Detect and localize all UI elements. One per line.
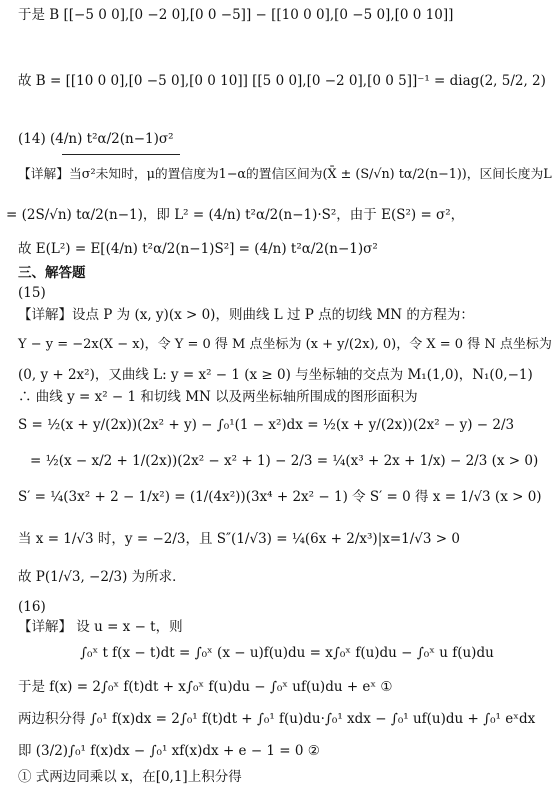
line: ∫₀ˣ t f(x − t)dt = ∫₀ˣ (x − u)f(u)du = x∫₀ˣ f(u)du − ∫₀ˣ u f(u)du [80, 645, 494, 661]
line: 故 B = [[10 0 0],[0 −5 0],[0 0 10]] [[5 0 0],[0 −2 0],[0 0 5]]⁻¹ = diag(2, 5/2, 2) [18, 73, 546, 89]
line: 故 E(L²) = E[(4/n) t²α/2(n−1)S²] = (4/n) t²α/2(n−1)σ² [18, 241, 378, 257]
line: 于是 B [[−5 0 0],[0 −2 0],[0 0 −5]] − [[10 0 0],[0 −5 0],[0 0 10]] [18, 7, 454, 23]
line: 两边积分得 ∫₀¹ f(x)dx = 2∫₀¹ f(t)dt + ∫₀¹ f(u)du·∫₀¹ xdx − ∫₀¹ uf(u)du + ∫₀¹ eˣdx [18, 711, 536, 727]
line: (16) [18, 599, 46, 615]
line: (14) (4/n) t²α/2(n−1)σ² [18, 131, 174, 147]
line: 即 (3/2)∫₀¹ f(x)dx − ∫₀¹ xf(x)dx + e − 1 = 0 ② [18, 743, 320, 759]
line: (0, y + 2x²)，又曲线 L: y = x² − 1 (x ≥ 0) 与坐标轴的交点为 M₁(1,0)，N₁(0,−1) [18, 367, 533, 383]
line: (15) [18, 285, 46, 301]
line: 【详解】 设 u = x − t，则 [18, 619, 183, 635]
line: 【详解】当σ²未知时，μ的置信度为1−α的置信区间为(X̄ ± (S/√n) tα/2(n−1))，区间长度为L [18, 167, 552, 182]
divider [62, 154, 180, 155]
line: 【详解】设点 P 为 (x, y)(x > 0)，则曲线 L 过 P 点的切线 MN 的方程为： [18, 307, 474, 323]
line: = ½(x − x/2 + 1/(2x))(2x² − x² + 1) − 2/3 = ¼(x³ + 2x + 1/x) − 2/3 (x > 0) [30, 453, 539, 469]
line: 于是 f(x) = 2∫₀ˣ f(t)dt + x∫₀ˣ f(u)du − ∫₀ˣ uf(u)du + eˣ ① [18, 679, 393, 695]
line: 故 P(1/√3, −2/3) 为所求． [18, 569, 186, 585]
section-heading: 三、解答题 [18, 265, 86, 281]
line: = (2S/√n) tα/2(n−1)，即 L² = (4/n) t²α/2(n−1)·S²，由于 E(S²) = σ²， [6, 207, 465, 223]
line: ∴ 曲线 y = x² − 1 和切线 MN 以及两坐标轴所围成的图形面积为 [18, 389, 418, 405]
line: S = ½(x + y/(2x))(2x² + y) − ∫₀¹(1 − x²)dx = ½(x + y/(2x))(2x² − y) − 2/3 [18, 417, 515, 433]
line: 当 x = 1/√3 时，y = −2/3，且 S″(1/√3) = ¼(6x + 2/x³)|x=1/√3 > 0 [18, 531, 460, 547]
line: Y − y = −2x(X − x)，令 Y = 0 得 M 点坐标为 (x + y/(2x), 0)，令 X = 0 得 N 点坐标为 [18, 337, 552, 352]
line: S′ = ¼(3x² + 2 − 1/x²) = (1/(4x²))(3x⁴ + 2x² − 1) 令 S′ = 0 得 x = 1/√3 (x > 0) [18, 489, 542, 505]
line: ① 式两边同乘以 x，在[0,1]上积分得 [18, 769, 242, 785]
